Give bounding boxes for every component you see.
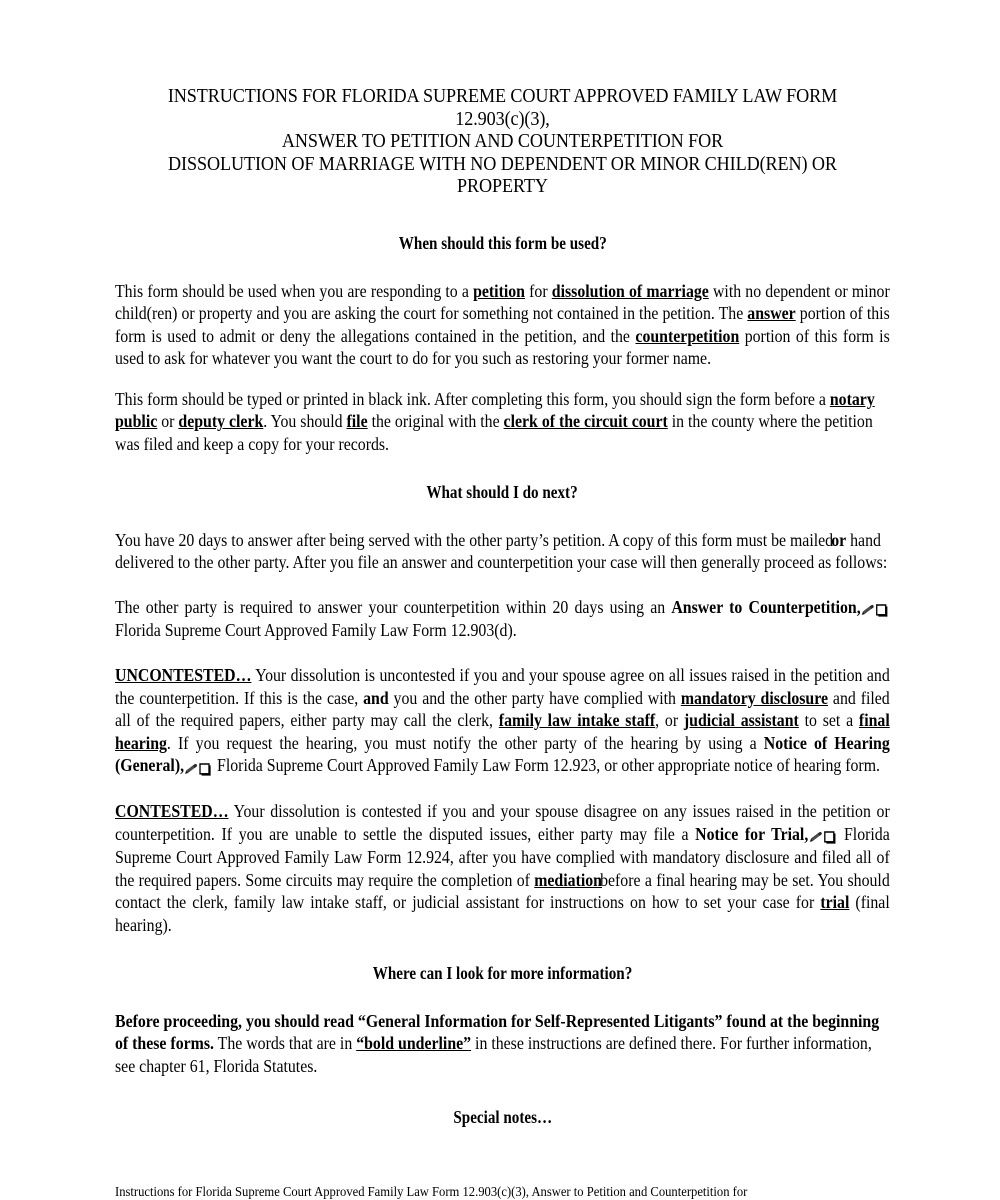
text-run: or bbox=[157, 411, 179, 432]
text-run: Florida Supreme Court Approved Family Law Form 12.924, after you have complied with mandatory disclosure and filed all of the required papers. Some circuits may require the completion of bbox=[115, 823, 890, 890]
document-content bbox=[115, 86, 890, 1128]
title-line-2: 12.903(c)(3), bbox=[455, 108, 550, 130]
text-run: Florida Supreme Court Approved Family Law Form 12.923, or other appropriate notice of hearing form. bbox=[213, 755, 880, 776]
form-name-notice-of-hearing-general: Notice of Hearing (General), bbox=[115, 732, 890, 776]
page-footer-text: Instructions for Florida Supreme Court Approved Family Law Form 12.903(c)(3), Answer to Petition and Counterpetition for bbox=[115, 1185, 748, 1200]
term-notary-public: notary public bbox=[115, 388, 875, 432]
term-dissolution-of-marriage: dissolution of marriage bbox=[551, 280, 709, 301]
heading-when-used-text: When should this form be used? bbox=[398, 232, 607, 253]
text-run: (final hearing). bbox=[115, 892, 890, 935]
term-and: and bbox=[363, 687, 389, 708]
term-file: file bbox=[346, 411, 368, 432]
text-run: . You should bbox=[263, 411, 347, 432]
paragraph-when-used-1 bbox=[115, 280, 890, 370]
heading-where-can-i-look-for-more-information bbox=[115, 963, 890, 984]
term-judicial-assistant: judicial assistant bbox=[683, 710, 799, 731]
term-bold-underline: “bold underline” bbox=[356, 1033, 472, 1054]
heading-when-should-this-form-be-used bbox=[115, 233, 890, 254]
term-or: or bbox=[831, 529, 847, 550]
page-footer bbox=[115, 1184, 915, 1200]
term-final-hearing: final hearing bbox=[115, 710, 890, 753]
text-run: The other party is required to answer your counterpetition within 20 days using an bbox=[115, 596, 672, 617]
paragraph-what-next-1 bbox=[115, 529, 890, 574]
title-line-1: INSTRUCTIONS FOR FLORIDA SUPREME COURT APPROVED FAMILY LAW FORM bbox=[167, 86, 838, 107]
term-clerk-of-the-circuit-court: clerk of the circuit court bbox=[503, 411, 668, 432]
pencil-and-box-icon bbox=[185, 755, 211, 778]
heading-what-should-i-do-next bbox=[115, 482, 890, 503]
form-name-answer-to-counterpetition: Answer to Counterpetition, bbox=[671, 596, 861, 617]
heading-special-notes bbox=[115, 1107, 890, 1128]
text-run: , or bbox=[655, 710, 684, 731]
label-uncontested: UNCONTESTED… bbox=[115, 665, 252, 686]
title-line-3: ANSWER TO PETITION AND COUNTERPETITION FOR bbox=[281, 131, 724, 152]
text-run: for bbox=[524, 280, 552, 301]
label-contested: CONTESTED… bbox=[115, 801, 229, 821]
text-run: portion of this form is used to admit or deny the allegations contained in the petition, and the bbox=[115, 303, 890, 346]
form-name-notice-for-trial: Notice for Trial, bbox=[695, 823, 809, 844]
text-run: Your dissolution is uncontested if you and your spouse agree on all issues raised in the petition and the counterpetition. If this is the case, bbox=[115, 665, 890, 708]
term-deputy-clerk: deputy clerk bbox=[178, 411, 264, 432]
text-run: in the county where the petition was filed and keep a copy for your records. bbox=[115, 411, 873, 455]
text-run: Your dissolution is contested if you and your spouse disagree on any issues raised in the petition or counterpetition. If you are unable to settle the disputed issues, either party may file a bbox=[115, 801, 890, 844]
text-run: with no dependent or minor child(ren) or property and you are asking the court for something not contained in the petition. The bbox=[115, 280, 890, 324]
text-run: This form should be used when you are responding to a bbox=[115, 280, 474, 301]
text-run: to set a bbox=[798, 710, 859, 731]
text-run: This form should be typed or printed in black ink. After completing this form, you should sign the form before a bbox=[115, 388, 830, 409]
term-family-law-intake-staff: family law intake staff bbox=[498, 710, 656, 731]
term-answer: answer bbox=[747, 303, 796, 324]
paragraph-contested bbox=[115, 800, 890, 937]
heading-special-notes-text: Special notes… bbox=[453, 1107, 552, 1128]
text-run: the original with the bbox=[367, 411, 504, 432]
paragraph-answer-to-counterpetition bbox=[115, 596, 890, 642]
text-run: . If you request the hearing, you must notify the other party of the hearing by using a bbox=[166, 732, 764, 753]
text-run: The words that are in bbox=[213, 1033, 357, 1054]
term-mandatory-disclosure: mandatory disclosure bbox=[680, 687, 829, 708]
text-run: You have 20 days to answer after being served with the other party’s petition. A copy of this form must be mailed bbox=[115, 529, 834, 550]
document-title bbox=[115, 86, 890, 199]
heading-more-information-text: Where can I look for more information? bbox=[372, 962, 633, 983]
term-petition: petition bbox=[473, 280, 525, 301]
title-line-5: PROPERTY bbox=[457, 176, 548, 197]
pencil-and-box-icon bbox=[809, 824, 835, 847]
paragraph-more-information bbox=[115, 1010, 890, 1078]
pencil-and-box-icon bbox=[862, 597, 888, 620]
heading-what-next-text: What should I do next? bbox=[426, 481, 579, 502]
term-mediation: mediation bbox=[534, 869, 602, 890]
paragraph-uncontested bbox=[115, 664, 890, 778]
text-run: hand delivered to the other party. After you file an answer and counterpetition your case will then generally proceed as follows: bbox=[115, 529, 888, 573]
text-run: and filed all of the required papers, either party may call the clerk, bbox=[115, 687, 890, 731]
text-run: Florida Supreme Court Approved Family Law Form 12.903(d). bbox=[115, 620, 517, 641]
text-run: before a final hearing may be set. You should contact the clerk, family law intake staff, or judicial assistant for instructions on how to set your case for bbox=[115, 869, 890, 913]
text-run: portion of this form is used to ask for whatever you want the court to do for you such as restoring your former name. bbox=[115, 325, 890, 369]
text-run: in these instructions are defined there. For further information, see chapter 61, Florida Statutes. bbox=[115, 1033, 872, 1076]
title-line-4: DISSOLUTION OF MARRIAGE WITH NO DEPENDENT OR MINOR CHILD(REN) OR bbox=[168, 153, 837, 175]
term-counterpetition: counterpetition bbox=[635, 325, 740, 346]
paragraph-when-used-2 bbox=[115, 388, 890, 456]
term-trial: trial bbox=[820, 892, 850, 913]
text-run: you and the other party have complied with bbox=[388, 687, 681, 708]
notice-read-general-information: Before proceeding, you should read “General Information for Self-Represented Litigants” found at the beginning of these forms. bbox=[115, 1010, 880, 1054]
